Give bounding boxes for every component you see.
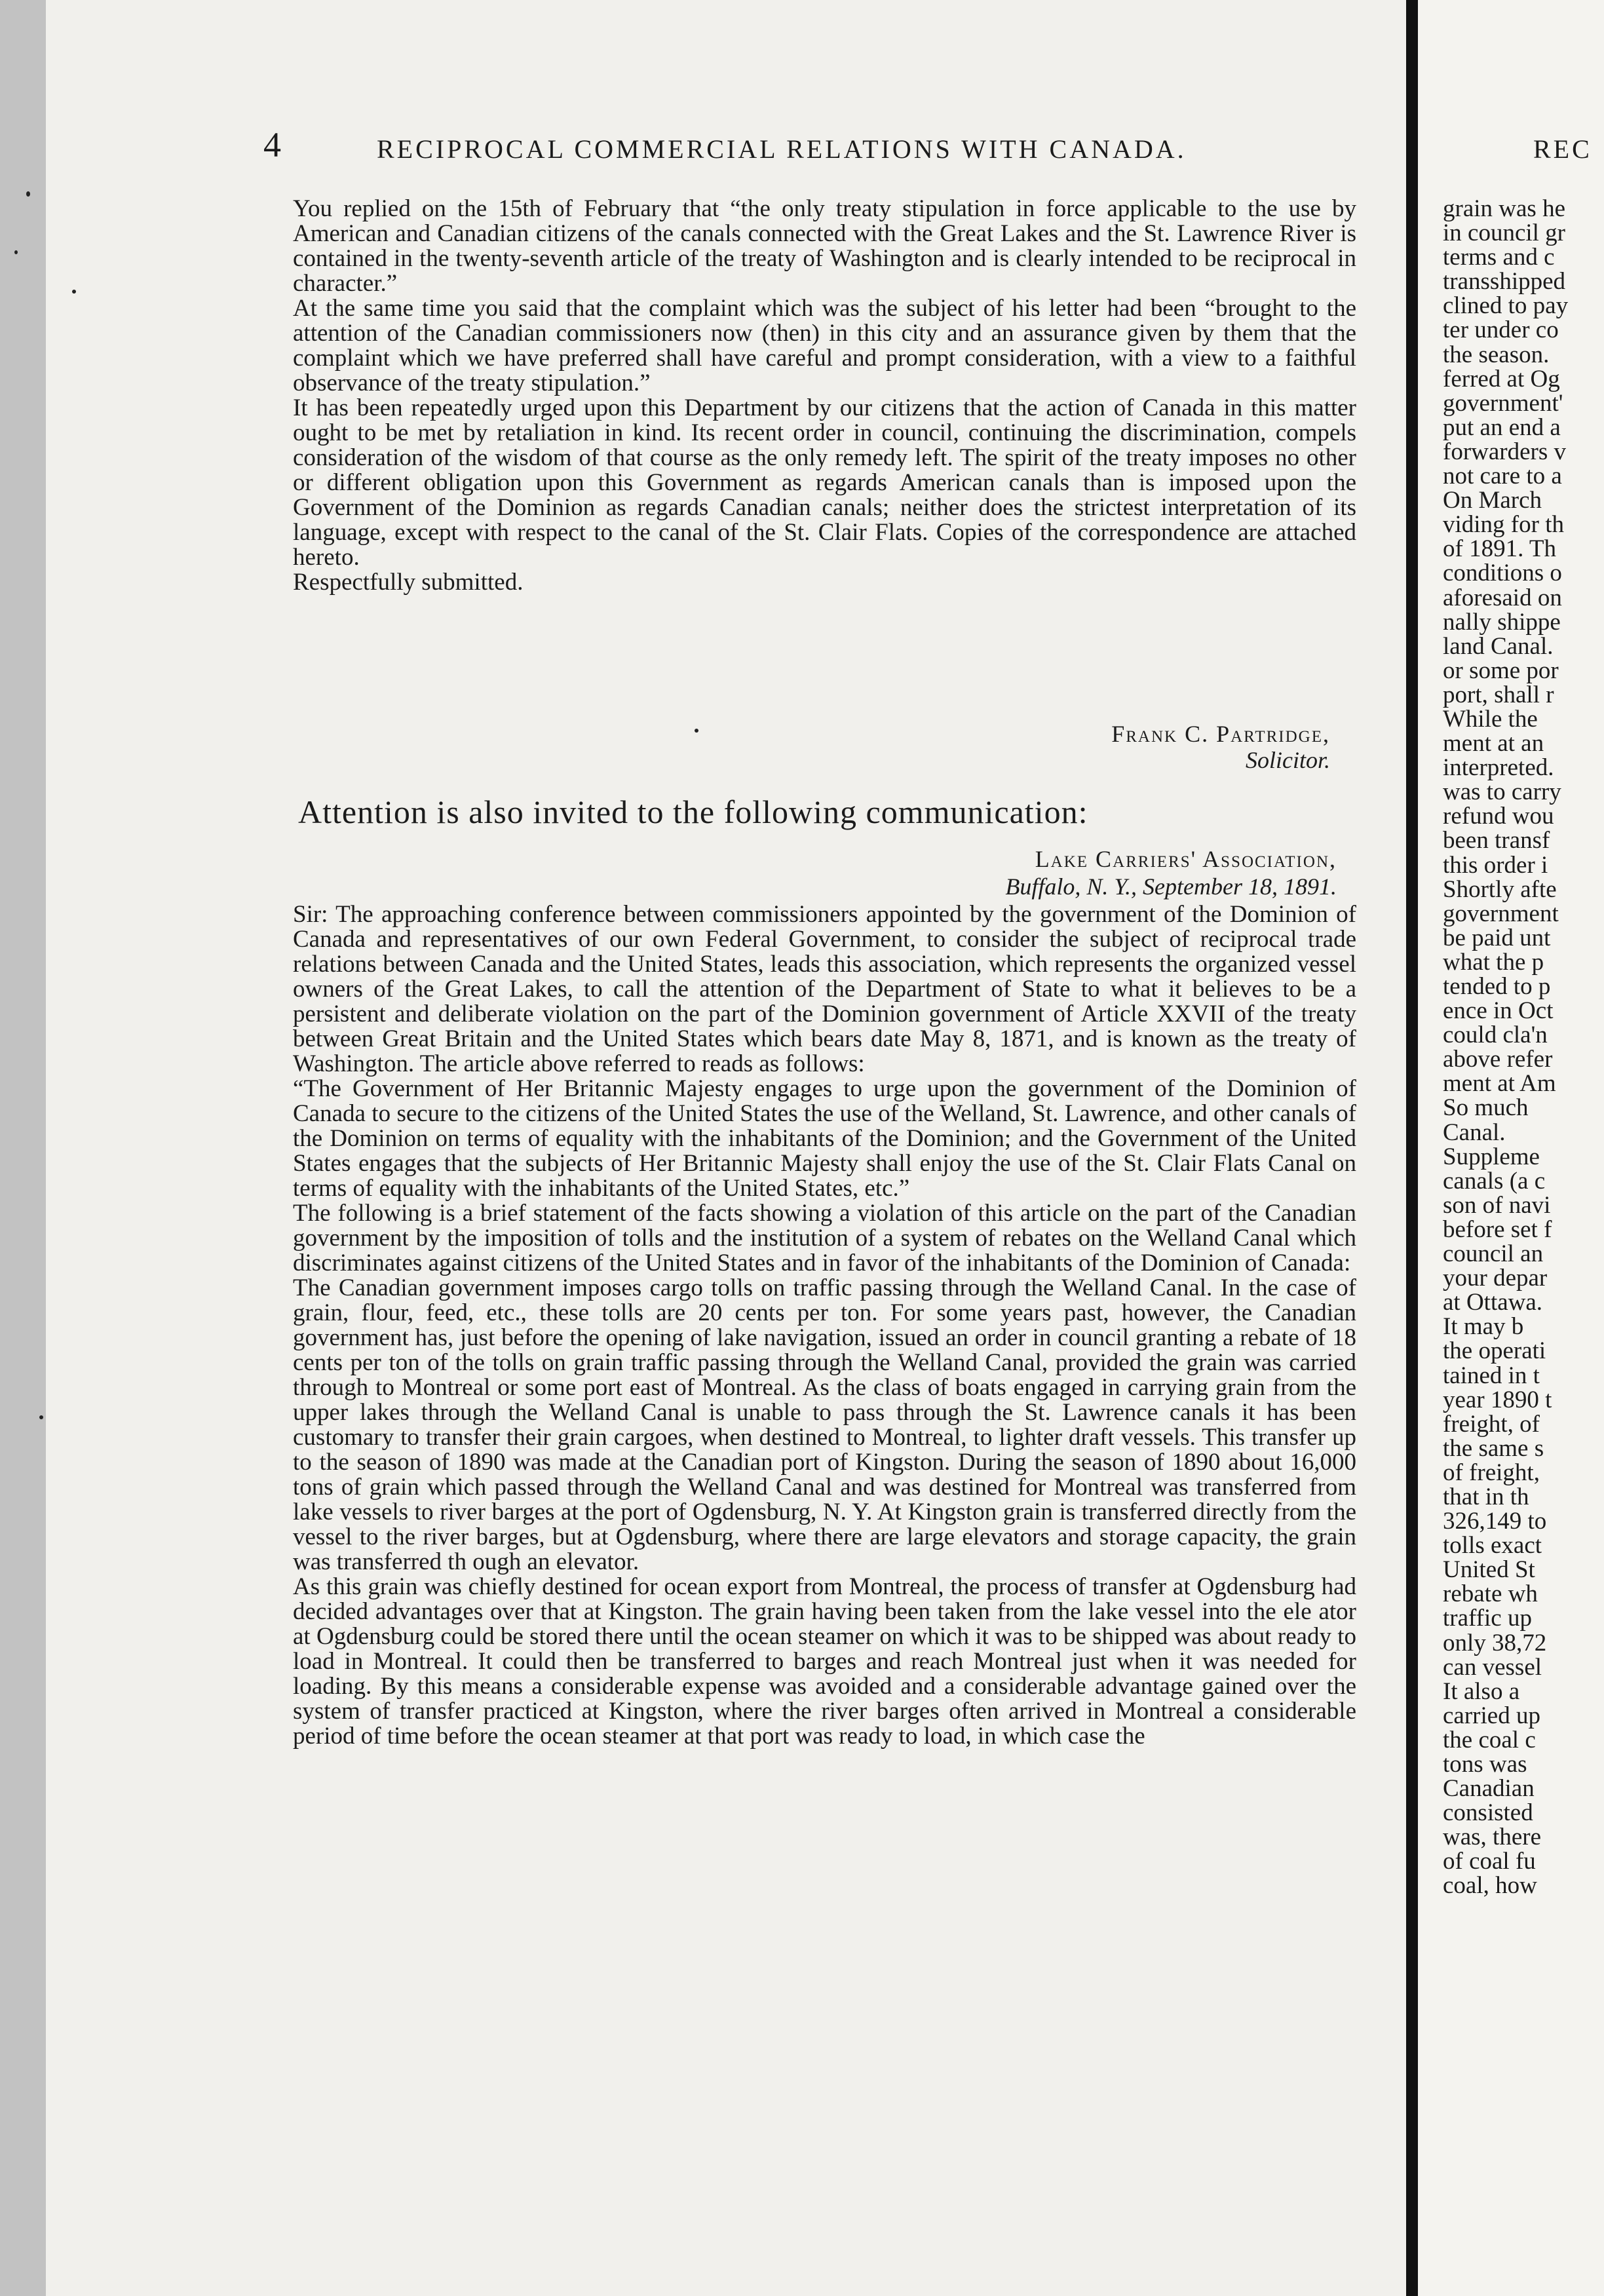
right-column-line: Suppleme — [1443, 1143, 1540, 1170]
right-column-line: that in th — [1443, 1483, 1529, 1510]
paragraph: Sir: The approaching conference between commissioners appointed by the government of the Dominion of Canada and representatives of our own Federal Government, to consider the subject of reciprocal trade relations between Canada and the United States, leads this association, which represents the organized vessel owners of the Great Lakes, to call the attention of the Department of State to what it believes to be a persistent and deliberate violation on the part of the Dominion government of Article XXVII of the treaty between Great Britain and the United States which bears date May 8, 1871, and is known as the treaty of Washington. The article above referred to reads as follows: — [293, 901, 1356, 1077]
right-column-line: interpreted. — [1443, 754, 1554, 782]
right-column-line: the coal c — [1443, 1726, 1536, 1753]
letterhead — [773, 845, 1337, 900]
right-column-line: terms and c — [1443, 244, 1555, 271]
paragraph: As this grain was chiefly destined for ocean export from Montreal, the process of transfer at Ogdensburg had decided advantages over that at Kingston. The grain having been taken from the lake vessel into the ele ator at Ogdensburg could be stored there until the ocean steamer on which it was to be shipped was about ready to load in Montreal. It could then be transferred to barges and reach Montreal just when it was needed for loading. By this means a considerable expense was avoided and a considerable advantage gained over the system of transfer practiced at Kingston, where the river barges often arrived in Montreal a considerable period of time before the ocean steamer at that port was ready to load, in which case the — [293, 1573, 1356, 1750]
right-column-line: year 1890 t — [1443, 1386, 1552, 1413]
right-column-line: at Ottawa. — [1443, 1289, 1543, 1316]
letterhead-organization: Lake Carriers' Association, — [1035, 846, 1337, 872]
right-column-line: ter under co — [1443, 316, 1559, 344]
right-column-line: United St — [1443, 1556, 1535, 1584]
right-column-line: of freight, — [1443, 1459, 1540, 1486]
body-text-top — [293, 197, 1356, 595]
right-column-line: coal, how — [1443, 1872, 1537, 1900]
running-header: RECIPROCAL COMMERCIAL RELATIONS WITH CANADA. — [377, 134, 1187, 164]
right-column-line: been transf — [1443, 827, 1550, 854]
scan-speck — [26, 191, 30, 197]
right-column-line: transshipped — [1443, 268, 1566, 296]
signature-title: Solicitor. — [1245, 747, 1330, 773]
right-column-line: what the p — [1443, 948, 1544, 976]
right-column-line: council an — [1443, 1240, 1544, 1268]
right-column-line: Canal. — [1443, 1119, 1506, 1146]
right-page-header: REC — [1533, 134, 1592, 164]
right-column-line: land Canal. — [1443, 632, 1554, 660]
right-page-column — [1443, 197, 1604, 1898]
paragraph: The following is a brief statement of the facts showing a violation of this article on the part of the Canadian government by the imposition of tolls and the institution of a system of rebates on the Welland Canal which discriminates against citizens of the United States and in favor of the inhabitants of the Dominion of Canada: — [293, 1200, 1356, 1276]
right-column-line: clined to pay — [1443, 292, 1569, 320]
right-column-line: your depar — [1443, 1265, 1548, 1292]
right-column-line: It may b — [1443, 1313, 1524, 1341]
right-column-line: only 38,72 — [1443, 1629, 1547, 1656]
right-column-line: Canadian — [1443, 1775, 1535, 1803]
right-column-line: tolls exact — [1443, 1532, 1542, 1559]
right-column-line: It also a — [1443, 1677, 1520, 1705]
right-column-line: can vessel — [1443, 1653, 1542, 1681]
right-column-line: rebate wh — [1443, 1580, 1538, 1608]
right-column-line: refund wou — [1443, 803, 1554, 830]
right-column-line: of 1891. Th — [1443, 535, 1557, 563]
right-column-line: ment at Am — [1443, 1070, 1556, 1098]
right-column-line: ment at an — [1443, 730, 1544, 757]
right-column-line: tons was — [1443, 1751, 1527, 1778]
right-column-line: ferred at Og — [1443, 365, 1560, 392]
right-column-line: of coal fu — [1443, 1848, 1536, 1875]
right-column-line: the operati — [1443, 1337, 1546, 1365]
signature-name: Frank C. Partridge, — [1111, 721, 1330, 747]
scan-speck — [14, 250, 18, 254]
right-column-line: not care to a — [1443, 463, 1562, 490]
right-column-line: was, there — [1443, 1824, 1541, 1851]
right-column-line: be paid unt — [1443, 924, 1551, 951]
paragraph: Respectfully submitted. — [293, 569, 524, 596]
right-column-line: government' — [1443, 389, 1563, 417]
right-column-line: or some por — [1443, 657, 1559, 684]
right-column-line: Shortly afte — [1443, 875, 1557, 903]
right-column-line: grain was he — [1443, 195, 1565, 222]
right-column-line: put an end a — [1443, 413, 1561, 441]
letterhead-place-date: Buffalo, N. Y., September 18, 1891. — [1005, 873, 1337, 900]
right-column-line: consisted — [1443, 1799, 1533, 1827]
scan-speck — [39, 1415, 43, 1419]
right-column-line: While the — [1443, 705, 1538, 733]
paragraph: It has been repeatedly urged upon this Department by our citizens that the action of Canada in this matter ought to be met by retaliation in kind. Its recent order in council, continuing the discrimination, compels consideration of the wisdom of that course as the only remedy left. The spirit of the treaty imposes no other or different obligation upon this Government as regards American canals than is imposed upon the Government of the Dominion as regards Canadian canals; neither does the strictest interpretation of its language, except with respect to the canal of the St. Clair Flats. Copies of the correspondence are attached hereto. — [293, 394, 1356, 571]
binding-gutter — [1406, 0, 1418, 2296]
right-column-line: ence in Oct — [1443, 997, 1554, 1025]
right-column-line: viding for th — [1443, 511, 1564, 539]
right-column-line: government — [1443, 900, 1559, 927]
right-column-line: canals (a c — [1443, 1167, 1546, 1195]
right-column-line: carried up — [1443, 1702, 1540, 1729]
right-column-line: above refer — [1443, 1046, 1553, 1073]
paragraph: At the same time you said that the complaint which was the subject of his letter had been “brought to the attention of the Canadian commissioners now (then) in this city and an assurance given by them that the complaint which we have preferred shall have careful and prompt consideration, with a view to a faithful observance of the treaty stipulation.” — [293, 295, 1356, 396]
right-column-line: nally shippe — [1443, 608, 1561, 636]
right-column-line: could cla'n — [1443, 1022, 1548, 1049]
scan-speck — [72, 290, 76, 294]
attention-heading: Attention is also invited to the following communication: — [298, 794, 1088, 830]
body-text-letter — [293, 902, 1356, 1749]
scan-speck — [695, 729, 698, 733]
right-column-line: aforesaid on — [1443, 584, 1562, 611]
right-column-line: tained in t — [1443, 1362, 1540, 1389]
right-column-line: forwarders v — [1443, 438, 1566, 465]
right-column-line: in council gr — [1443, 220, 1566, 247]
right-column-line: port, shall r — [1443, 681, 1554, 708]
right-column-line: So much — [1443, 1094, 1529, 1122]
right-column-line: 326,149 to — [1443, 1508, 1547, 1535]
page-number: 4 — [263, 125, 281, 164]
signature-block — [976, 721, 1330, 773]
right-column-line: On March — [1443, 487, 1542, 514]
paragraph: The Canadian government imposes cargo tolls on traffic passing through the Welland Canal. In the case of grain, flour, feed, etc., these tolls are 20 cents per ton. For some years past, however, the Canadian government has, just before the opening of lake navigation, issued an order in council granting a rebate of 18 cents per ton of the tolls on grain traffic passing through the Welland Canal, provided the grain was carried through to Montreal or some port east of Montreal. As the class of boats engaged in carrying grain from the upper lakes through the Welland Canal is unable to pass through the St. Lawrence canals it has been customary to transfer their grain cargoes, when destined to Montreal, to lighter draft vessels. This transfer up to the season of 1890 was made at the Canadian port of Kingston. During the season of 1890 about 16,000 tons of grain which passed through the Welland Canal and was destined for Montreal was transferred from lake vessels to river barges at the port of Ogdensburg, N. Y. At Kingston grain is transferred directly from the vessel to the river barges, but at Ogdensburg, where there are large elevators and storage capacity, the grain was transferred th ough an elevator. — [293, 1274, 1356, 1575]
right-column-line: was to carry — [1443, 778, 1561, 806]
right-column-line: tended to p — [1443, 973, 1551, 1000]
paragraph: You replied on the 15th of February that “the only treaty stipulation in force applicable to the use by American and Canadian citizens of the canals connected with the Great Lakes and the St. Lawrence River is contained in the twenty-seventh article of the treaty of Washington and is clearly intended to be reciprocal in character.” — [293, 195, 1356, 297]
paragraph: “The Government of Her Britannic Majesty engages to urge upon the government of the Dominion of Canada to secure to the citizens of the United States the use of the Welland, St. Lawrence, and other canals of the Dominion on terms of equality with the inhabitants of the Dominion; and the Government of the United States engages that the subjects of Her Britannic Majesty shall enjoy the use of the St. Clair Flats Canal on terms of equality with the inhabitants of the United States, etc.” — [293, 1075, 1356, 1202]
right-column-line: conditions o — [1443, 560, 1562, 587]
right-column-line: the same s — [1443, 1434, 1544, 1462]
right-column-line: son of navi — [1443, 1191, 1551, 1219]
right-column-line: traffic up — [1443, 1605, 1532, 1632]
right-column-line: this order i — [1443, 851, 1548, 879]
right-column-line: before set f — [1443, 1215, 1552, 1243]
right-column-line: freight, of — [1443, 1410, 1540, 1438]
right-column-line: the season. — [1443, 341, 1550, 368]
